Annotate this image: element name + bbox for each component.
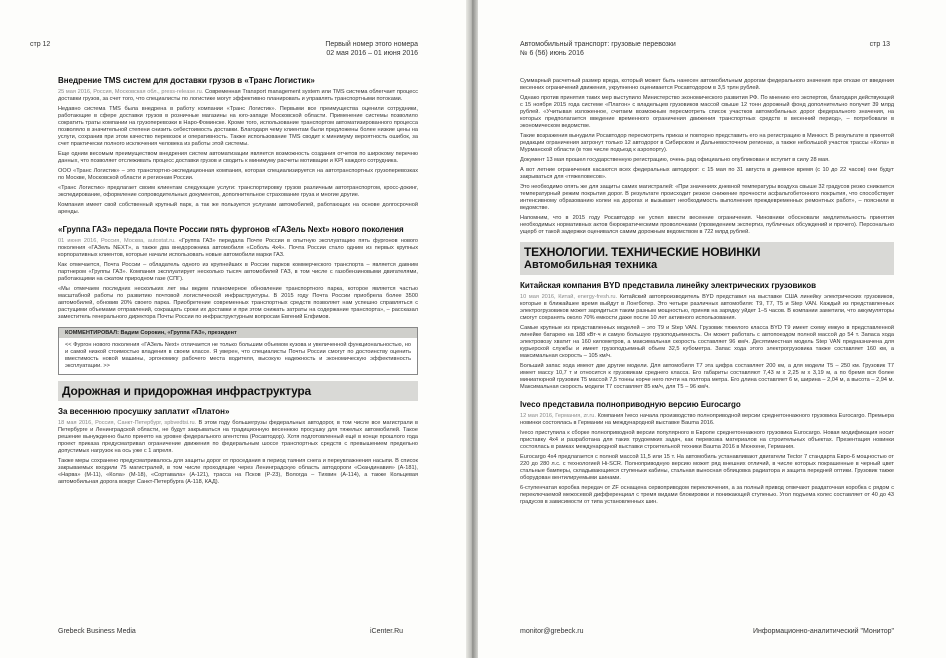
- article-paragraph: Как отмечается, Почта России – обладатель одного из крупнейших в России парков коммерческого транспорта – является давним партнером «Группы ГАЗ». Компания эксплуатирует несколько тысяч автомобилей ГАЗ, в том числе с газобензиновыми двигателями, работающими на сжатом природном газе (СПГ).: [58, 262, 418, 282]
- section-title: Дорожная и придорожная инфраструктура: [62, 384, 312, 398]
- article-paragraph: А вот летние ограничения касаются всех федеральных автодорог: с 15 мая по 31 августа в дневное время (с 10 до 22 часов) они будут закрываться для «тяжеловесов».: [520, 167, 894, 180]
- right-issue-number: № 6 (56) июнь 2016: [520, 50, 584, 57]
- article-paragraph: 12 мая 2016, Германия, zr.ru. Компания Iveco начала производство полноприводной версии среднетоннажного грузовика Eurocargo. Премьера новинки состоялась в Германии на международной выставке Bauma 2016.: [520, 413, 894, 426]
- article-paragraph: Напомним, что в 2015 году Росавтодор не успел ввести весенние ограничения. Чиновники обосновали медлительность принятия необходимых нормативных актов бюрократическими проволочками (проведением экспертиз, публичных обсуждений и прочего). Персонально ущерб от такой задержки оценивался самим дорожным ведомством в 722 млрд рублей.: [520, 215, 894, 235]
- article-paragraph: Компания имеет свой собственный крупный парк, а так же пользуется услугами автомобилей, работающих на основе долгосрочной аренды.: [58, 202, 418, 215]
- comment-text: << Фургон нового поколения «ГАЗель Next» отличается не только большим объемом кузова и увеличенной функциональностью, но и самой низкой стоимостью владения в своем классе. Я уверен, что специалисты Почты России смогут по достоинству оценить вместимость новой машины, эргономику рабочего места водителя, высокую надежность и экономическую эффективность эксплуатации. >>: [65, 342, 411, 369]
- article-iveco: [520, 400, 894, 506]
- article-paragraph: 25 мая 2016, Россия, Московская обл., press-release.ru. Современная Transport management system или TMS система облегчает процесс доставки грузов, за счет того, что специалисты по логистике могут эффективно планировать и управлять транспортными потоками.: [58, 89, 418, 102]
- article-paragraph: Еще одним весомым преимуществом внедрения систем автоматизации является возможность создания отчетов по широкому перечню данных, что позволяет отслеживать процесс доставки грузов и сводить к минимуму расчеты мотивации и KPI каждого сотрудника.: [58, 151, 418, 164]
- article-paragraph: 01 июня 2016, Россия, Москва, autostat.ru. «Группа ГАЗ» передала Почте России в опытную эксплуатацию пять фургонов нового поколения «ГАЗель NEXT», а также два внедорожника автомобиля «Соболь 4x4». Почта России стало одним из первых крупных корпоративных клиентов, которые начали использовать новые автомобили марки ГАЗ.: [58, 238, 418, 258]
- left-issue-header: [325, 40, 418, 58]
- article-paragraph: Такие возражения вынудили Росавтодор пересмотреть приказ и повторно представить его на регистрацию в Минюст. В результате в принятой редакции ограничения затронут только 12 автодорог в Сибирском и Дальневосточном регионах, а также небольшой участок трассы «Кола» в Мурманской области (в том числе подъезд к аэропорту).: [520, 133, 894, 153]
- article-title: За весеннюю просушку заплатит «Платон»: [58, 407, 230, 416]
- comment-box: [58, 327, 418, 375]
- article-paragraph: «Мы отмечаем последних нескольких лет мы ведем планомерное обновление транспортного парка, которое является частью масштабной работы по развитию почтовой логистической инфраструктуры. В 2015 году Почта России приобрела более 3500 автомобилей, обновив 20% своего парка. Приобретение современных транспортных средств позволяет нам успешно справляться с растущими объемами отправлений, сокращать сроки их доставки и при этом снижать затраты на содержание транспорта», – рассказал заместитель генерального директора Почты России по инфраструктурным вопросам Евгений Елфимов.: [58, 286, 418, 320]
- left-issue-title: Первый номер этого номера: [325, 41, 418, 48]
- article-dateline: 18 мая 2016, Россия, Санкт-Петербург, spbvedtsi.ru.: [58, 420, 197, 426]
- article-title: Iveco представила полноприводную версию Eurocargo: [520, 400, 741, 409]
- article-title: «Группа ГАЗ» передала Почте России пять фургонов «ГАЗель Next» нового поколения: [58, 225, 404, 234]
- article-paragraph: Iveco приступила к сборке полноприводной версии популярного в Европе среднетоннажного грузовика Eurocargo. Новая модификация носит приставку 4x4 и разработана для таких трудоемких задач, как перевозка материалов на строительных объектах. Презентация новинки состоялась в рамках международной выставки строительной техники Bauma 2016 в Мюнхене, Германия.: [520, 430, 894, 450]
- article-paragraph: Однако против принятия таких мер выступило Министерство экономического развития РФ. По мнению его экспертов, благодаря действующей с 15 ноября 2015 года системе «Платон» с владельцев грузовиков массой свыше 12 тонн дорожный фонд дополнительно получит 39 млрд рублей. «Учитывая изложенное, считаем возможным пересмотреть список участков автомобильных дорог федерального значения, на которых предполагается введение временного ограничения движения транспортных средств в весенний период», – потребовали в экономическом ведомстве.: [520, 95, 894, 129]
- left-footer-publisher: Grebeck Business Media: [58, 628, 136, 635]
- left-page: [0, 0, 466, 658]
- article-paragraph: Документ 13 мая прошел государственную регистрацию, очень рад официально опубликован и вступит в силу 28 мая.: [520, 157, 830, 163]
- article-paragraph: Больший запас хода имеют две другие модели. Для автомобиля T7 эта цифра составляет 200 км, а для модели T5 – 250 км. Грузовик T7 имеет массу 10,7 т и относится к грузовикам среднего класса. Его габариты составляют 7,43 м x 2,25 м x 3,19 м, а по бремя вся более миниатюрной грузовик T5 массой 7,5 тонны корче него почти на полтора метра. Его длина составляет 6 м, ширина – 2,04 м, а высота – 2,94 м. Максимальная скорость модели T7 составляет 85 км/ч, для T5 – 96 км/ч.: [520, 363, 894, 390]
- right-page: [478, 0, 946, 658]
- right-page-number: стр 13: [869, 41, 890, 48]
- article-dateline: 10 мая 2016, Китай, energy-fresh.ru.: [520, 294, 618, 300]
- right-issue-header: [520, 40, 676, 58]
- article-dateline: 25 мая 2016, Россия, Московская обл., press-release.ru.: [58, 89, 204, 95]
- article-paragraph: 6-ступенчатая коробка передач от ZF оснащена сервоприводом переключения, а за полный привод отвечают раздаточная коробка с рядом с переключаемой межосевой дифференциал с тремя видами блокировки и понижающей ступенью. Угол подъема колес составляет от 40 до 43 градусов в зависимости от типа установленных шин.: [520, 485, 894, 505]
- left-page-number: стр 12: [30, 41, 51, 48]
- right-footer-email: monitor@grebeck.ru: [520, 628, 584, 635]
- book-gutter: [466, 0, 478, 658]
- article-title: Китайская компания BYD представила линейку электрических грузовиков: [520, 281, 816, 290]
- article-title: Внедрение TMS систем для доставки грузов в «Транс Логистик»: [58, 76, 315, 85]
- left-content: [58, 76, 418, 489]
- article-platon: [58, 407, 418, 486]
- section-header-roads: [58, 381, 418, 401]
- article-dateline: 01 июня 2016, Россия, Москва, autostat.ru.: [58, 238, 176, 244]
- article-paragraph: Самые крупные из представленных моделей – это T9 и Step VAN. Грузовик тяжелого класса BYD T9 имеет схему емкую в представленной линейке батарею на 188 кВт·ч и самую большую грузоподъемность. Он может работать с автопоездом полной массой до 54 т. Запаса хода электровозу хватит на 160 километров, а максимальная скорость составляет 96 км/ч. Десятиместная модель Step VAN предназначена для курьерской службы и имеет грузоподъемный объем 32,5 кубометра. Запас хода этого электрогрузовика также составляет 160 км, а максимальная скорость – 105 км/ч.: [520, 325, 894, 359]
- comment-heading: КОММЕНТИРОВАЛ: Вадим Сорокин, «Группа ГАЗ», президент: [59, 328, 417, 338]
- right-content: [520, 78, 894, 509]
- section-title: ТЕХНОЛОГИИ. ТЕХНИЧЕСКИЕ НОВИНКИ: [524, 245, 761, 259]
- left-footer-site: iCenter.Ru: [370, 628, 404, 635]
- section-header-technology: [520, 242, 894, 275]
- article-tms: [58, 76, 418, 216]
- section-subtitle: Автомобильная техника: [524, 259, 658, 271]
- article-gaz: [58, 225, 418, 321]
- article-paragraph: Это необходимо опять же для защиты самих магистралей: «При значениях дневной температуры воздуха свыше 32 градусов резко снижается температурный режим покрытия дорог. В результате происходит резкое снижение прочности асфальтобетонного покрытия, что способствует интенсивному образованию колеи на дорогах и вызывает необходимость выполнения преждевременных ремонтных работ», – пояснили в ведомстве.: [520, 184, 894, 211]
- article-paragraph: 18 мая 2016, Россия, Санкт-Петербург, spbvedtsi.ru. В этом году большегрузы федеральных автодорог, в том числе все магистрали в Петербурге и Ленинградской области, не будут закрываться на традиционную весеннюю просушку для тяжелых автомобилей. Такое решение вынужденно было принято на уровне федерального агентства (Росавтодор). Хотя подготовленный ещё в конце прошлого года проект приказа предусматривал ограничение движения по федеральным шоссе транспортных средств с превышением предельно допустимых нагрузок на ось уже с 1 апреля.: [58, 420, 419, 454]
- article-paragraph: ООО «Транс Логистик» – это транспортно-экспедиционная компания, которая специализируется на автотранспортных грузоперевозках по Москве, Московской области и регионам России.: [58, 168, 418, 181]
- article-paragraph: «Транс Логистик» предлагает своим клиентам следующие услуги: транспортировку грузов различным автотранспортом, кросс-докинг, экспедирование, оформление сопроводительных документов, дополнительное страхование груза и многие другие.: [58, 185, 418, 198]
- right-footer-publication: Информационно-аналитический "Монитор": [752, 628, 894, 635]
- right-issue-name: Автомобильный транспорт: грузовые перевозки: [520, 41, 676, 48]
- article-dateline: 12 мая 2016, Германия, zr.ru.: [520, 413, 596, 419]
- article-paragraph: Недавно система TMS была внедрена в работу компании «Транс Логистик». Первыми все преимущества оценили сотрудники, работающие в сфере доставки грузов в розничные магазины на юго-западе Московской области. Применение системы позволило сократить траты компании на грузоперевозки в Наро-Фоминске. Кроме того, использование транспортом автоматизированного процесса позволяло в значительной степени снизить себестоимость доставки. Благодаря чему клиентам были предложены более низкие цены на услуги, сохранив при этом качество перевозок и оперативность. Также использование TMS сводит к минимуму вероятность ошибок, за счет практически полного исключения человека из работы этой системы.: [58, 106, 418, 147]
- article-paragraph: Суммарный расчетный размер вреда, который может быть нанесен автомобильным дорогам федерального значения при отказе от введения весенних ограничений движения, укрупненно оценивается Росавтодором в 3,5 трлн рублей.: [520, 78, 894, 91]
- left-issue-dates: 02 мая 2016 – 01 июня 2016: [326, 50, 418, 57]
- article-byd: [520, 281, 894, 391]
- article-paragraph: 10 мая 2016, Китай, energy-fresh.ru. Китайский автопроизводитель BYD представил на выставке США линейку электрических грузовиков, которые в ближайшее время выйдут в Лонгботер. Это четыре различных автомобиля: T9, T7, T5 и Step VAN. Каждый из представленных электрогрузовиков может зарядиться таким разным мощностью, приняв на зарядку уйдет 1–5 часов. В компании заметили, что аккумуляторы смогут сохранять около 70% емкости даже после 10 лет активного использования.: [520, 294, 894, 321]
- article-paragraph: Также меры сохранено предусматривалось для защиты дорог от проседания в период таяния снега и переувлажнения насыпи. В список закрываемых входили 75 магистралей, в том числе проходящие через Ленинградскую область автодороги «Скандинавия» (А-181), «Нарва» (М-11), «Кола» (М-18), «Сортавала» (А-121), трасса на Псков (Р-23), Вологда – Тихвин (А-114), а также Кольцевая автомобильная дорога вокруг Санкт-Петербурга (А-118, КАД).: [58, 458, 418, 485]
- article-paragraph: Eurocargo 4x4 предлагается с полной массой 11,5 или 15 т. На автомобиль устанавливают двигатели Tector 7 стандарта Евро-6 мощностью от 220 до 280 л.с. с технологией Hi-SCR. Полноприводную версию может ряд внешних отличий, в числе которых покрашенные в черный цвет стальные бамперы, складывающиеся ступеньки кабины, стальная выносная облицовка радиатора и защита передней оптики. Грузовик также оборудован вентилируемыми шинами.: [520, 454, 894, 481]
